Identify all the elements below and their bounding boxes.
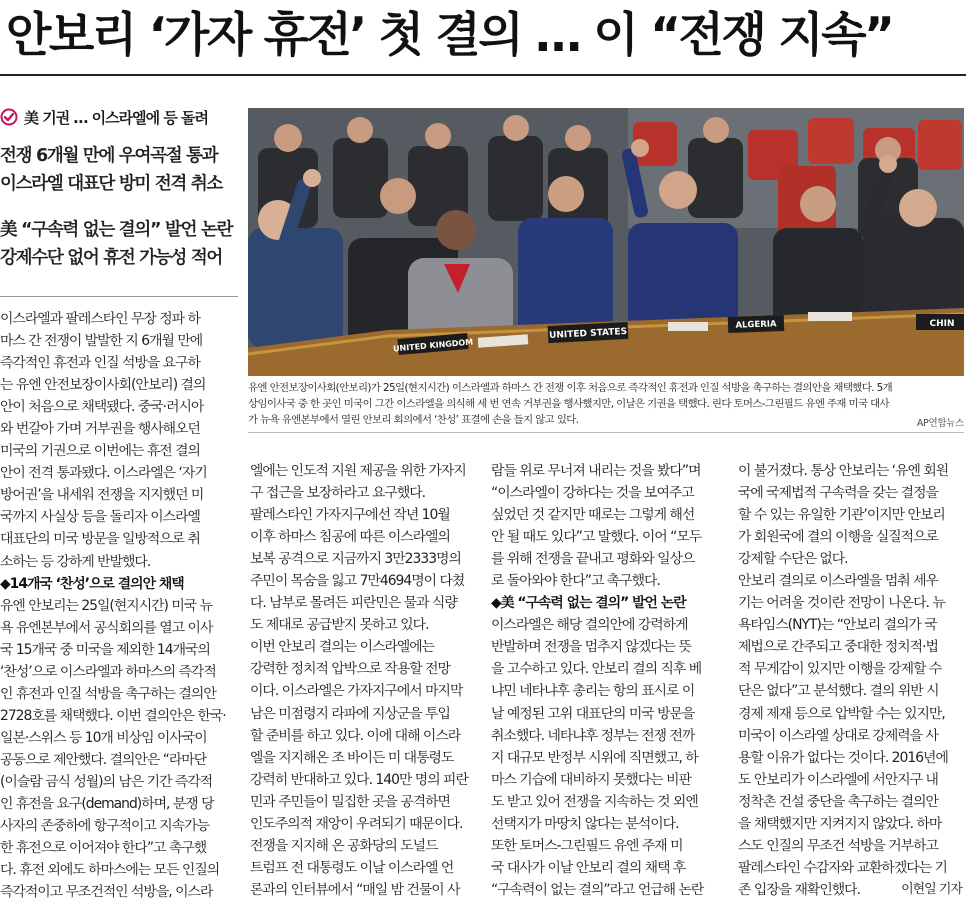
article-line: 기는 어려울 것이란 전망이 나온다. 뉴 [738,595,945,612]
article-line: 즉각적이고 무조건적인 석방을, 이스라 [0,884,213,901]
article-line: 일본·스위스 등 10개 비상임 이사국이 [0,729,207,746]
article-line: 인 휴전을 요구(demand)하며, 분쟁 당 [0,796,214,813]
article-line: 미국의 기권으로 이번에는 휴전 결의 [0,443,200,460]
article-line: 엘을 지지해온 조 바이든 미 대통령도 [250,749,454,766]
article-line: 인 휴전과 인질 석방을 촉구하는 결의안 [0,685,216,702]
article-line: 대표단의 미국 방문을 일방적으로 취 [0,531,200,548]
subhead-line: 美 “구속력 없는 결의” 발언 논란 [0,220,233,240]
article-line: 또한 토머스-그린필드 유엔 주재 미 [491,837,683,854]
article-line: 반발하며 전쟁을 멈추지 않겠다는 뜻 [491,639,691,656]
article-column-3 [491,460,719,901]
caption-line: 가 뉴욕 유엔본부에서 열린 안보리 회의에서 ‘찬성’ 표결에 손을 들지 않고 있다. [248,414,579,426]
article-subheading: ◆美 “구속력 없는 결의” 발언 논란 [491,595,686,612]
article-line: 을 고수하고 있다. 안보리 결의 직후 베 [491,661,702,678]
article-line: 강력한 정치적 압박으로 작용할 전망 [250,661,450,678]
article-line: 스도 인질의 무조건 석방을 거부하고 [738,837,938,854]
placard-china: CHIN [929,319,955,329]
article-line: 방어권’을 내세워 전쟁을 지지했던 미 [0,487,204,504]
article-line: 2728호를 채택했다. 이번 결의안은 한국· [0,707,226,724]
article-line: 냐민 네타냐후 총리는 항의 표시로 이 [491,683,695,700]
subhead-line: 전쟁 6개월 만에 우여곡절 통과 [0,146,218,166]
article-line: (이슬람 금식 성월)의 남은 기간 즉각적 [0,773,213,790]
article-line: 강력히 반대하고 있다. 140만 명의 피란 [250,771,468,788]
article-line: 단은 없다”고 분석했다. 결의 위반 시 [738,683,939,700]
article-line: 트럼프 전 대통령도 이날 이스라엘 언 [250,859,454,876]
article-line: 욕타임스(NYT)는 “안보리 결의가 국 [738,617,937,634]
article-line: 전쟁을 지지해 온 공화당의 도널드 [250,837,438,854]
article-line: 미국이 이스라엘 상대로 강제력을 사 [738,727,938,744]
article-line: 용할 이유가 없다는 것이다. 2016년에 [738,749,948,766]
caption-rule [248,432,964,433]
subhead-line: 강제수단 없어 휴전 가능성 적어 [0,248,223,268]
subhead-group-1 [0,142,238,198]
article-line: 사자의 존중하에 항구적이고 지속가능 [0,818,209,835]
article-line: 도 안보리가 이스라엘에 서안지구 내 [738,771,938,788]
article-line: 존 입장을 재확인했다. [738,881,861,898]
article-line: 팔레스타인 가자지구에선 작년 10월 [250,507,450,524]
article-line: 한 휴전으로 이어져야 한다”고 촉구했 [0,840,207,857]
subhead-tag [0,104,238,130]
article-line: 을 채택했지만 지켜지지 않았다. 하마 [738,815,942,832]
article-last-line-row [738,879,966,901]
article-line: 도 제대로 공급받지 못하고 있다. [250,617,429,634]
article-line: 선택지가 마땅치 않다는 분석이다. [491,815,679,832]
article-line: 안이 전격 통과됐다. 이스라엘은 ‘자기 [0,465,207,482]
headline-rule [0,74,966,76]
subhead-tag-text: 美 기권 … 이스라엘에 등 돌려 [24,108,209,127]
byline: 이현일 기자 [901,881,962,897]
article-line: 이후 하마스 침공에 따른 이스라엘의 [250,529,450,546]
article-line: 남은 미점령지 라파에 지상군을 투입 [250,705,450,722]
article-line: 는 유엔 안전보장이사회(안보리) 결의 [0,377,206,394]
article-line: 마스 간 전쟁이 발발한 지 6개월 만에 [0,333,203,350]
news-photo [248,108,964,376]
article-line: 도 받고 있어 전쟁을 지속하는 것 외엔 [491,793,698,810]
article-line: 다. 남부로 몰려든 피란민은 물과 식량 [250,595,457,612]
article-column-2 [250,460,478,901]
article-line: 유엔 안보리는 25일(현지시간) 미국 뉴 [0,597,213,614]
article-line: 싶었던 것 같지만 때로는 그렇게 해선 [491,507,695,524]
article-line: 를 위해 전쟁을 끝내고 평화와 일상으 [491,551,695,568]
photo-credit: AP연합뉴스 [916,418,964,429]
article-line: 지 대규모 반정부 시위에 직면했고, 하 [491,749,698,766]
article-line: 국 대사가 이날 안보리 결의 채택 후 [491,859,686,876]
article-line: 국에 국제법적 구속력을 갖는 결정을 [738,485,938,502]
article-line: 보복 공격으로 지금까지 3만2333명의 [250,551,461,568]
article-line: 마스 기습에 대비하지 못했다는 비판 [491,771,691,788]
article-subheading: ◆14개국 ‘찬성’으로 결의안 채택 [0,575,184,592]
check-circle-icon [0,108,18,126]
article-line: 이스라엘과 팔레스타인 무장 정파 하 [0,311,200,327]
article-line: 공동으로 제안했다. 결의안은 “라마단 [0,751,207,768]
photo-illustration [248,108,964,376]
article-line: 팔레스타인 수감자와 교환하겠다는 기 [738,859,947,876]
caption-line: 상임이사국 중 한 곳인 미국이 그간 이스라엘을 의식해 세 번 연속 거부권을 행사했지만, 이날은 기권을 택했다. 린다 토머스-그린필드 유엔 주재 미국 대사 [248,398,889,410]
placard-uk: UNITED KINGDOM [392,337,474,354]
article-line: 국 15개국 중 미국을 제외한 14개국의 [0,641,210,658]
article-line: 이 불거졌다. 통상 안보리는 ‘유엔 회원 [738,463,949,479]
article-line: 인도주의적 재앙이 우려되기 때문이다. [250,815,463,832]
article-line: 주민이 목숨을 잃고 7만4694명이 다쳤 [250,573,465,590]
article-line: “구속력이 없는 결의”라고 언급해 논란 [491,881,704,898]
article-line: 와 번갈아 가며 거부권을 행사해오던 [0,421,200,438]
article-line: 적 무게감이 있지만 이행을 강제할 수 [738,661,942,678]
placard-algeria: ALGERIA [735,319,777,331]
article-line: ‘찬성’으로 이스라엘과 하마스의 즉각적 [0,663,216,680]
article-line: 론과의 인터뷰에서 “매일 밤 건물이 사 [250,881,460,898]
article-line: 이번 안보리 결의는 이스라엘에는 [250,639,435,656]
article-line: 정착촌 건설 중단을 촉구하는 결의안 [738,793,938,810]
article-line: 국까지 사실상 등을 돌리자 이스라엘 [0,509,200,526]
article-line: 가 회원국에 결의 이행을 실질적으로 [738,529,938,546]
article-line: 민과 주민들이 밀집한 곳을 공격하면 [250,793,450,810]
subhead-rule [0,296,238,297]
article-line: 이다. 이스라엘은 가자지구에서 마지막 [250,683,463,700]
article-line: 로 돌아와야 한다”고 촉구했다. [491,573,660,590]
article-line: 이스라엘은 해당 결의안에 강력하게 [491,617,688,634]
article-column-1 [0,308,240,902]
subhead-line: 이스라엘 대표단 방미 전격 취소 [0,174,223,194]
article-line: 안이 처음으로 채택됐다. 중국·러시아 [0,399,204,416]
article-line: 안보리 결의로 이스라엘을 멈춰 세우 [738,573,938,590]
subhead-column [0,104,238,272]
headline: 안보리 ‘가자 휴전’ 첫 결의 … 이 “전쟁 지속” [6,8,893,63]
article-line: 람들 위로 무너져 내리는 것을 봤다”며 [491,463,701,479]
article-line: “이스라엘이 강하다는 것을 보여주고 [491,485,694,502]
article-line: 취소했다. 네타냐후 정부는 전쟁 전까 [491,727,695,744]
article-line: 날 예정된 고위 대표단의 미국 방문을 [491,705,695,722]
article-line: 할 수 있는 유일한 기관’이지만 안보리 [738,507,945,524]
article-line: 즉각적인 휴전과 인질 석방을 요구하 [0,355,200,372]
placard-us: UNITED STATES [548,326,628,342]
article-line: 안 될 때도 있다”고 말했다. 이어 “모두 [491,529,702,546]
caption-line: 유엔 안전보장이사회(안보리)가 25일(현지시간) 이스라엘과 하마스 간 전쟁 이후 처음으로 즉각적인 휴전과 인질 석방을 촉구하는 결의안을 채택했다. 5개 [248,382,893,394]
article-line: 할 준비를 하고 있다. 이에 대해 이스라 [250,727,461,744]
article-line: 다. 휴전 외에도 하마스에는 모든 인질의 [0,862,220,879]
subhead-group-2 [0,216,238,272]
article-line: 엘에는 인도적 지원 제공을 위한 가자지 [250,463,466,479]
article-line: 욕 유엔본부에서 공식회의를 열고 이사 [0,619,213,636]
photo-caption [248,380,964,428]
article-line: 제법으로 간주되고 중대한 정치적·법 [738,639,938,656]
article-line: 소하는 등 강하게 반발했다. [0,553,151,570]
article-line: 강제할 수단은 없다. [738,551,848,568]
article-line: 경제 제재 등으로 압박할 수는 있지만, [738,705,945,722]
article-line: 구 접근을 보장하라고 요구했다. [250,485,426,502]
article-column-4 [738,460,966,901]
